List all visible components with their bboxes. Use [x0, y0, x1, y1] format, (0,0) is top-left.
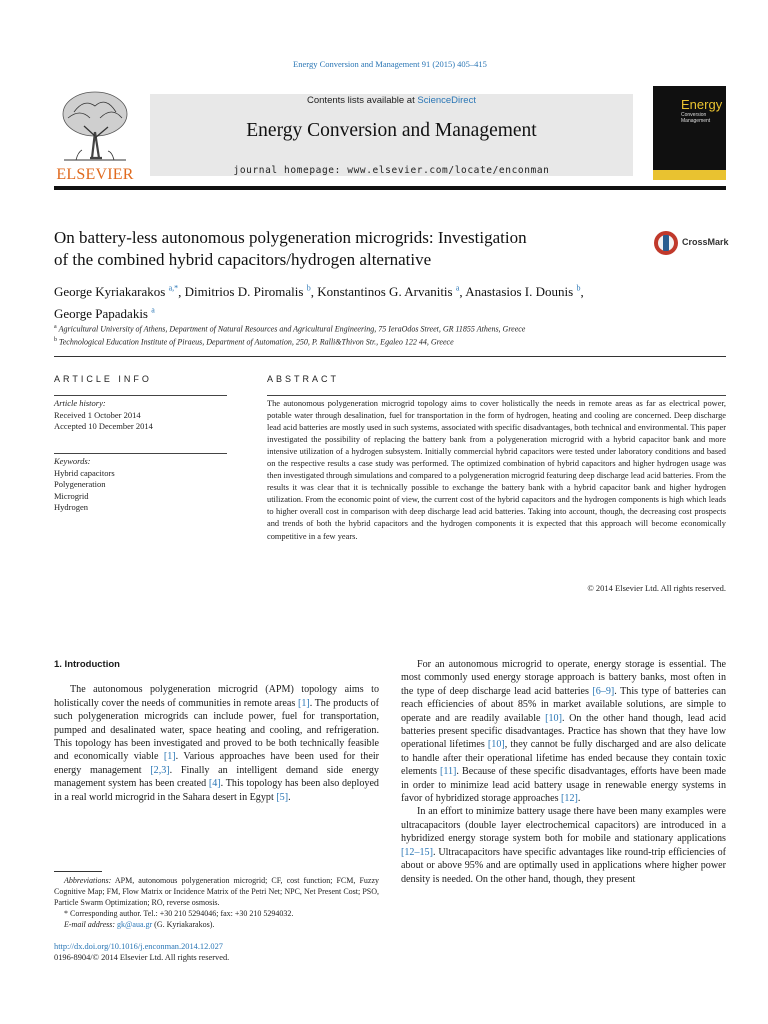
author-list: George Kyriakarakos $^{a,*}$, Dimitrios D. Piromalis $^b$, Konstantinos G. Arvanitis $^a$, Anastasios I. Dounis $^b$, George Papadakis $^a$ — [54, 284, 584, 321]
accepted-date: Accepted 10 December 2014 — [54, 421, 153, 431]
body-column-right — [401, 658, 726, 886]
reference-link[interactable]: [12–15] — [401, 846, 433, 858]
cover-sub-2: Management — [681, 118, 711, 124]
journal-banner — [150, 94, 633, 176]
keyword-item: Hydrogen — [54, 502, 88, 512]
cover-stripe — [653, 170, 726, 180]
journal-title: Energy Conversion and Management — [246, 120, 537, 141]
intro-paragraph-3: In an effort to minimize battery usage there have been many examples were ultracapacitors (double layer electrochemical capacitors) are introduced in a hybridized energy storage system both for mobile and stationary applications [12–15]. Ultracapacitors have specific advantages like round-trip efficiencies of about or above 95% and are optimally used in applications where higher power density is needed. On the other hand, though, they present — [401, 806, 726, 885]
keywords-rule — [54, 453, 227, 454]
affiliations — [54, 322, 734, 347]
reference-link[interactable]: [6–9] — [592, 685, 615, 697]
reference-link[interactable]: [10] — [545, 712, 562, 724]
received-date: Received 1 October 2014 — [54, 409, 141, 420]
elsevier-logo[interactable] — [54, 84, 136, 184]
article-title — [54, 227, 644, 271]
reference-link[interactable]: [12] — [561, 793, 578, 805]
cover-sub-1: Conversion — [681, 112, 707, 118]
article-info-heading: ARTICLE INFO — [54, 374, 152, 384]
header-separator — [54, 356, 726, 357]
email-link[interactable]: gk@aua.gr — [117, 920, 153, 929]
homepage-line — [150, 165, 633, 176]
crossmark-icon — [653, 228, 679, 258]
affiliation-a: $^a$ Agricultural University of Athens, Department of Natural Resources and Agricultural Engineering, 75 IeraOdos Street, GR 11855 Athens, Greece — [54, 324, 526, 334]
body-column-left — [54, 658, 379, 804]
article-history — [54, 398, 226, 433]
abbreviations-footnote: Abbreviations: APM, autonomous polygeneration microgrid; CF, cost function; FCM, Fuzzy Cognitive Map; FM, Flow Matrix or Incidence Matrix of the Petri Net; NPC, Net Present Cost; PSO, Particle Swarm Optimization; RO, reverse osmosis. — [54, 876, 379, 907]
reference-link[interactable]: [1] — [163, 751, 176, 763]
abstract-heading: ABSTRACT — [267, 374, 340, 384]
history-label: Article history: — [54, 398, 106, 408]
contents-line — [150, 95, 633, 106]
issn-line: 0196-8904/© 2014 Elsevier Ltd. All rights reserved. — [54, 953, 230, 962]
journal-cover-image[interactable] — [653, 86, 726, 180]
intro-paragraph-2: For an autonomous microgrid to operate, energy storage is essential. The most commonly used energy storage approach is battery banks, most often in the type of deep discharge lead acid batteries [6–9]. This type of batteries can reach efficiencies of about 85% in market available solutions, are simple to operate and are readily available [10]. On the other hand though, lead acid batteries present specific disadvantages. Practice has shown that they have low operational lifetimes [10], they cannot be fully discharged and are also delicate to handle after their operational lifetime has ended because they contain toxic elements [11]. Because of these specific disadvantages, efforts have been made in order to minimize lead acid battery usage in renewable energy systems in favor of hybridized storage approaches [12]. — [401, 659, 726, 805]
reference-link[interactable]: [5] — [276, 791, 289, 803]
reference-link[interactable]: [4] — [208, 778, 221, 790]
affiliation-b: $^b$ Technological Education Institute of Piraeus, Department of Automation, 250, P. Ralli&Thivon Str., Egaleo 122 44, Greece — [54, 336, 454, 347]
crossmark-label: CrossMark — [682, 237, 729, 247]
keywords-label: Keywords: — [54, 456, 91, 466]
author-2[interactable]: Dimitrios D. Piromalis $^b$ — [184, 284, 311, 300]
abstract-copyright: © 2014 Elsevier Ltd. All rights reserved. — [587, 583, 726, 593]
reference-link[interactable]: [11] — [439, 766, 457, 778]
corresponding-author-footnote: * Corresponding author. Tel.: +30 210 5294046; fax: +30 210 5294032. — [64, 909, 294, 918]
cover-subtitle — [681, 112, 710, 124]
reference-link[interactable]: [1] — [297, 697, 310, 709]
intro-paragraph-1: The autonomous polygeneration microgrid (APM) topology aims to holistically cover the needs of communities in remote areas [1]. The products of such polygeneration microgrids can include power, fuel for transportation, pumped and desalinated water, space heating and cooling, and refrigeration. This topology has been investigated and proved to be both technically feasible and economically viable [1]. Various approaches have been used for their energy management [2,3]. Finally an intelligent demand side energy management system has been created [4]. This topology has been also deployed in a real world microgrid in the Sahara desert in Egypt [5]. — [54, 684, 380, 803]
article-info-rule — [54, 395, 227, 396]
author-4[interactable]: Anastasios I. Dounis $^b$ — [465, 284, 581, 300]
reference-link[interactable]: [10] — [487, 739, 505, 751]
crossmark-badge[interactable] — [653, 228, 743, 258]
journal-citation-link[interactable]: Energy Conversion and Management 91 (2015) 405–415 — [293, 59, 487, 69]
keyword-item: Hybrid capacitors — [54, 467, 115, 478]
footnote-rule — [54, 871, 102, 872]
email-footnote: E-mail address: gk@aua.gr (G. Kyriakarakos). — [64, 920, 215, 929]
abstract-text: The autonomous polygeneration microgrid topology aims to cover holistically the needs in remote areas as far as electrical power, potable water through desalination, fuel for transportation in the form of hydrogen, heating and cooling are concerned. Deep discharge lead acid batteries are mostly used in such systems, associated with specific disadvantages, both technical and environmental. This paper investigated the possibility of replacing the battery bank from a polygeneration microgrid with a hybrid capacitor bank and more intensive utilization of a hydrogen subsystem. Initially commercial hybrid capacitors were tested under laboratory conditions and based on the respective results a case study was performed. The optimized combination of hybrid capacitors and higher hydrogen usage was then investigated through simulations and compared to a polygeneration microgrid featuring deep discharge lead acid batteries. From the results it was clear that it is technically possible to exchange the battery bank with a hybrid capacitor bank and higher hydrogen utilization. From the economic point of view, the current cost of the hybrid capacitors and the hydrogen components is high which leads to higher overall cost in comparison with deep discharge lead acid batteries. Taking into account, though, the decreasing cost prospects and trends of both the hybrid capacitors and the hydrogen components it is expected that this approach will become economically competitive in a few years. — [267, 399, 726, 541]
footnotes — [54, 875, 379, 930]
keyword-item: Microgrid — [54, 490, 89, 501]
author-3[interactable]: Konstantinos G. Arvanitis $^a$ — [317, 284, 460, 300]
doi-block — [54, 941, 379, 963]
reference-link[interactable]: [2,3] — [150, 764, 170, 776]
masthead-rule — [54, 186, 726, 190]
sciencedirect-link[interactable]: ScienceDirect — [417, 95, 476, 106]
homepage-prefix: journal homepage: — [233, 165, 348, 176]
elsevier-tree-icon — [54, 84, 136, 166]
section-heading: 1. Introduction — [54, 659, 120, 670]
keywords — [54, 456, 226, 514]
doi-link[interactable]: http://dx.doi.org/10.1016/j.enconman.2014.12.027 — [54, 942, 223, 951]
keyword-item: Polygeneration — [54, 479, 106, 489]
title-line-2: of the combined hybrid capacitors/hydrogen alternative — [54, 250, 432, 269]
title-line-1: On battery-less autonomous polygeneration microgrids: Investigation — [54, 228, 527, 247]
publisher-name: ELSEVIER — [56, 166, 134, 183]
homepage-url[interactable]: www.elsevier.com/locate/enconman — [347, 165, 550, 176]
author-5[interactable]: George Papadakis $^a$ — [54, 305, 155, 321]
cover-title: Energy — [681, 97, 723, 112]
masthead — [54, 84, 726, 184]
contents-prefix: Contents lists available at — [307, 95, 418, 106]
abstract-rule — [267, 395, 726, 396]
author-1[interactable]: George Kyriakarakos $^{a,*}$ — [54, 284, 179, 300]
